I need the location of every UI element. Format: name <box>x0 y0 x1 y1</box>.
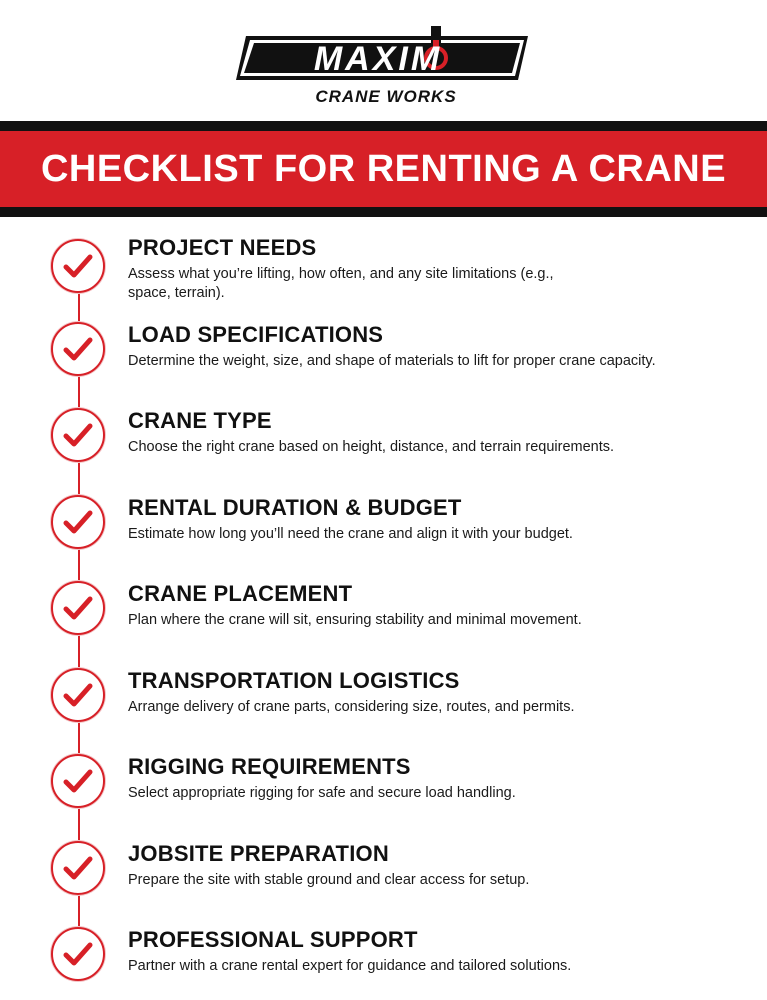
item-description: Assess what you’re lifting, how often, and any site limitations (e.g., space, terrain). <box>128 266 554 301</box>
check-circle <box>51 322 105 376</box>
item-description: Plan where the crane will sit, ensuring stability and minimal movement. <box>128 612 582 628</box>
brand-subtitle: CRANE WORKS <box>315 87 457 106</box>
brand-name: MAXIM <box>313 40 443 78</box>
check-circle <box>51 668 105 722</box>
check-circle <box>51 581 105 635</box>
checkmark-icon <box>61 418 95 452</box>
check-circle <box>51 408 105 462</box>
check-circle <box>51 841 105 895</box>
item-description: Arrange delivery of crane parts, considering size, routes, and permits. <box>128 699 575 715</box>
checkmark-icon <box>61 332 95 366</box>
item-title: PROJECT NEEDS <box>128 235 317 260</box>
item-description: Prepare the site with stable ground and clear access for setup. <box>128 872 530 888</box>
check-circle <box>51 754 105 808</box>
item-title: JOBSITE PREPARATION <box>128 841 389 866</box>
item-description: Select appropriate rigging for safe and secure load handling. <box>128 785 516 801</box>
item-description: Choose the right crane based on height, distance, and terrain requirements. <box>128 439 615 455</box>
check-circle <box>51 239 105 293</box>
item-title: TRANSPORTATION LOGISTICS <box>128 668 460 693</box>
item-description: Partner with a crane rental expert for guidance and tailored solutions. <box>128 958 572 974</box>
checkmark-icon <box>61 591 95 625</box>
banner <box>0 131 767 207</box>
check-circle <box>51 495 105 549</box>
banner-frame <box>0 121 767 217</box>
checkmark-icon <box>61 851 95 885</box>
brand-logo <box>0 0 767 120</box>
item-title: PROFESSIONAL SUPPORT <box>128 927 418 952</box>
checkmark-icon <box>61 764 95 798</box>
check-circle <box>51 927 105 981</box>
item-description: Determine the weight, size, and shape of materials to lift for proper crane capacity. <box>128 353 656 369</box>
item-title: RIGGING REQUIREMENTS <box>128 754 411 779</box>
item-title: CRANE TYPE <box>128 408 272 433</box>
checkmark-icon <box>61 249 95 283</box>
checkmark-icon <box>61 937 95 971</box>
page-title: CHECKLIST FOR RENTING A CRANE <box>40 147 727 190</box>
maxim-logo-graphic <box>228 18 538 108</box>
item-description: Estimate how long you’ll need the crane and align it with your budget. <box>128 526 573 542</box>
checkmark-icon <box>61 505 95 539</box>
item-title: LOAD SPECIFICATIONS <box>128 322 384 347</box>
item-title: RENTAL DURATION & BUDGET <box>128 495 462 520</box>
checkmark-icon <box>61 678 95 712</box>
item-title: CRANE PLACEMENT <box>128 581 353 606</box>
